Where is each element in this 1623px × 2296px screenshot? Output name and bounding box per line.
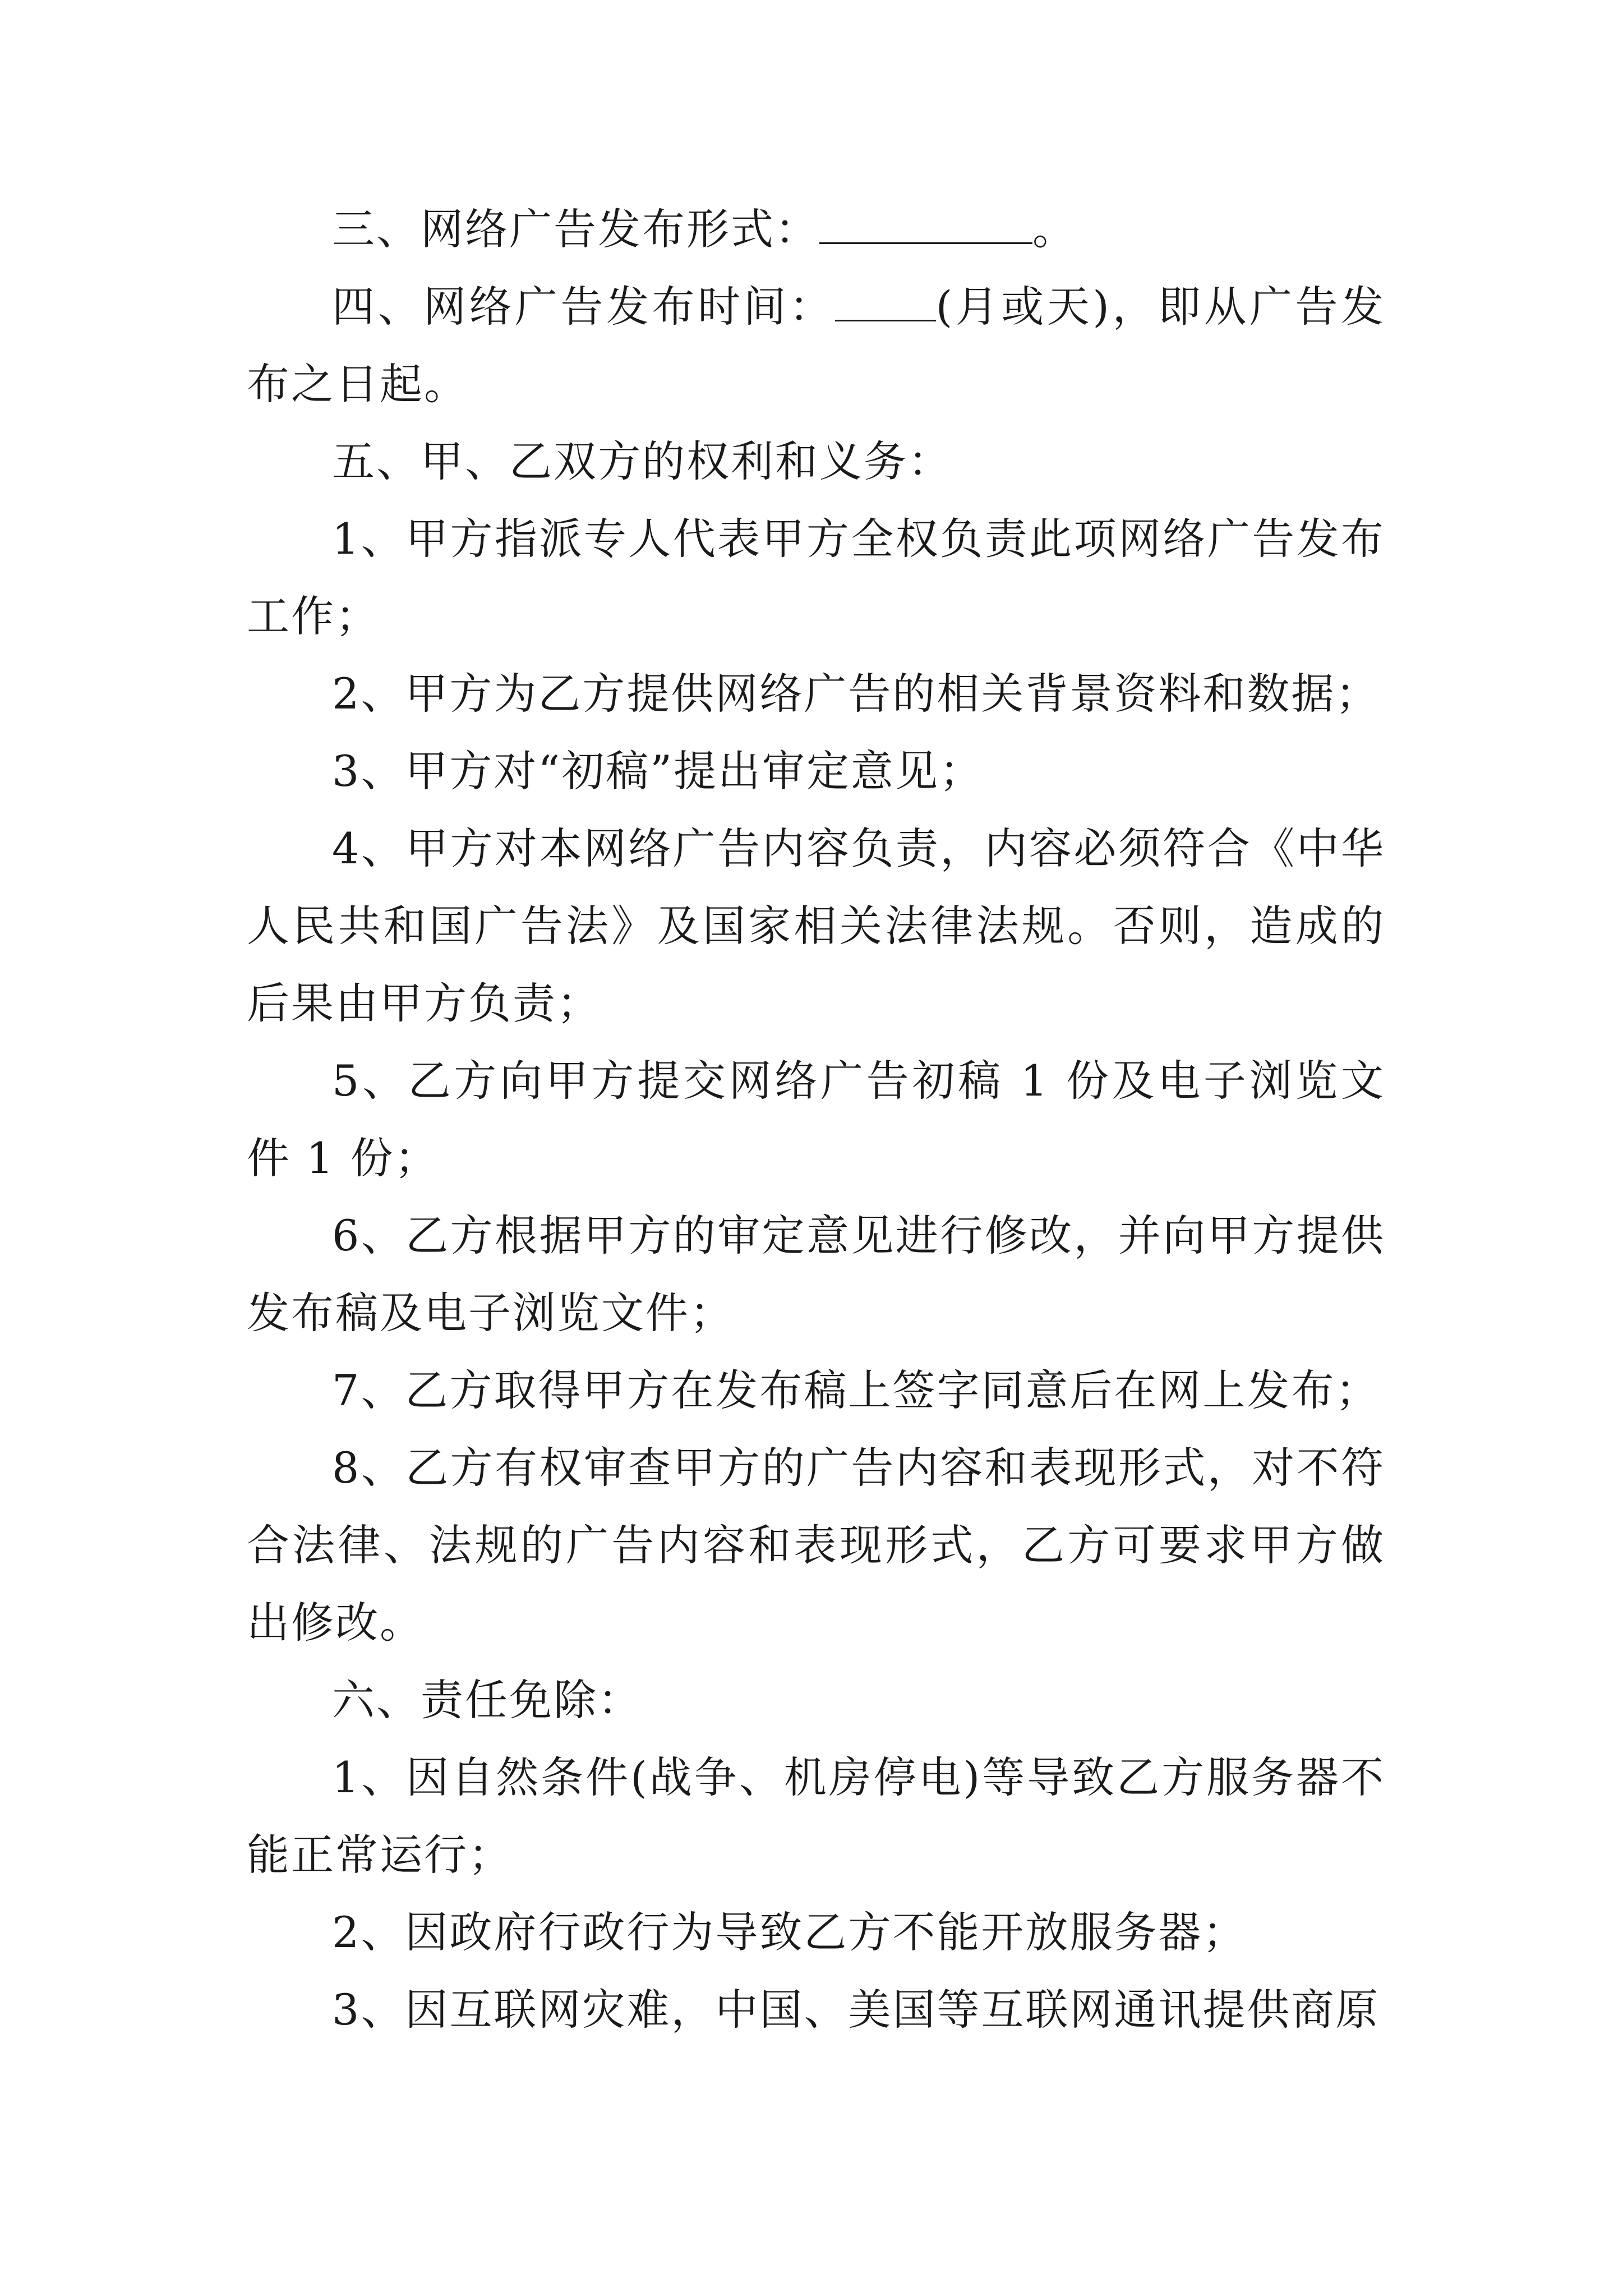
paragraph-text: 四、网络广告发布时间： [332, 282, 835, 332]
document-body [247, 191, 1385, 2049]
list-item: 1、甲方指派专人代表甲方全权负责此项网络广告发布工作； [247, 514, 1385, 641]
paragraph-publish-time [247, 268, 1385, 423]
section-heading-exemption: 六、责任免除： [332, 1675, 642, 1725]
list-item: 3、因互联网灾难，中国、美国等互联网通讯提供商原 [332, 1985, 1380, 2035]
list-item: 1、因自然条件(战争、机房停电)等导致乙方服务器不能正常运行； [247, 1752, 1385, 1880]
list-item: 3、甲方对“初稿”提出审定意见； [332, 746, 984, 796]
list-item: 2、因政府行政行为导致乙方不能开放服务器； [332, 1907, 1247, 1957]
paragraph-text: 三、网络广告发布形式： [332, 204, 819, 254]
fill-in-blank [819, 204, 1032, 244]
list-item: 2、甲方为乙方提供网络广告的相关背景资料和数据； [332, 669, 1380, 719]
list-item: 4、甲方对本网络广告内容负责，内容必须符合《中华人民共和国广告法》及国家相关法律法规。否则，造成的后果由甲方负责； [247, 823, 1385, 1028]
list-item: 6、乙方根据甲方的审定意见进行修改，并向甲方提供发布稿及电子浏览文件； [247, 1211, 1385, 1338]
fill-in-blank [835, 282, 936, 321]
list-item: 5、乙方向甲方提交网络广告初稿 1 份及电子浏览文件 1 份； [247, 1056, 1385, 1183]
section-heading-rights: 五、甲、乙双方的权利和义务： [332, 436, 952, 486]
list-item: 7、乙方取得甲方在发布稿上签字同意后在网上发布； [332, 1365, 1380, 1415]
paragraph-text: 。 [1032, 204, 1077, 254]
paragraph-publish-form [247, 191, 1385, 268]
paragraph-text: (月或天)，即从广告发布之日起。 [247, 282, 1385, 409]
list-item: 8、乙方有权审查甲方的广告内容和表现形式，对不符合法律、法规的广告内容和表现形式，乙方可要求甲方做出修改。 [247, 1443, 1385, 1648]
